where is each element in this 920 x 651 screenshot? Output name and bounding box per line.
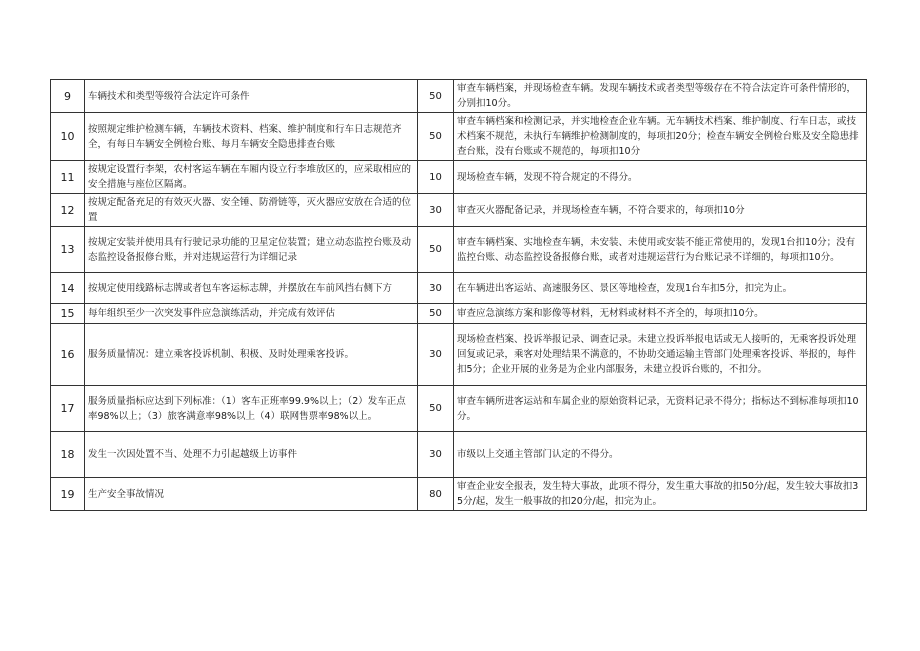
item-cell: 生产安全事故情况 <box>85 478 418 511</box>
row-number: 9 <box>51 80 85 113</box>
method-cell: 市级以上交通主管部门认定的不得分。 <box>454 432 867 478</box>
item-cell: 按规定安装并使用具有行驶记录功能的卫星定位装置；建立动态监控台账及动态监控设备报修台账，并对违规运营行为详细记录 <box>85 227 418 273</box>
score-cell: 80 <box>418 478 454 511</box>
row-number: 15 <box>51 304 85 324</box>
method-cell: 现场检查车辆，发现不符合规定的不得分。 <box>454 161 867 194</box>
score-cell: 50 <box>418 113 454 161</box>
item-cell: 服务质量指标应达到下列标准：（1）客车正班率99.9%以上；（2）发车正点率98%以上；（3）旅客满意率98%以上（4）联网售票率98%以上。 <box>85 386 418 432</box>
table-row <box>51 432 867 478</box>
table-row <box>51 304 867 324</box>
row-number: 16 <box>51 324 85 386</box>
method-cell: 审查企业安全报表，发生特大事故，此项不得分，发生重大事故的扣50分/起，发生较大事故扣35分/起，发生一般事故的扣20分/起，扣完为止。 <box>454 478 867 511</box>
table-row <box>51 80 867 113</box>
score-cell: 30 <box>418 324 454 386</box>
item-cell: 服务质量情况：建立乘客投诉机制、积极、及时处理乘客投诉。 <box>85 324 418 386</box>
method-cell: 审查应急演练方案和影像等材料，无材料或材料不齐全的，每项扣10分。 <box>454 304 867 324</box>
score-cell: 30 <box>418 194 454 227</box>
method-cell: 审查车辆所进客运站和车属企业的原始资料记录，无资料记录不得分；指标达不到标准每项扣10分。 <box>454 386 867 432</box>
item-cell: 按规定配备充足的有效灭火器、安全锤、防滑链等，灭火器应安放在合适的位置 <box>85 194 418 227</box>
method-cell: 审查灭火器配备记录，并现场检查车辆，不符合要求的，每项扣10分 <box>454 194 867 227</box>
table-row <box>51 273 867 304</box>
method-cell: 审查车辆档案，并现场检查车辆。发现车辆技术或者类型等级存在不符合法定许可条件情形的，分别扣10分。 <box>454 80 867 113</box>
row-number: 12 <box>51 194 85 227</box>
item-cell: 按规定设置行李架，农村客运车辆在车厢内设立行李堆放区的，应采取相应的安全措施与座位区隔离。 <box>85 161 418 194</box>
evaluation-table <box>50 79 867 511</box>
item-cell: 按照规定维护检测车辆，车辆技术资料、档案、维护制度和行车日志规范齐全，有每日车辆安全例检台账、每月车辆安全隐患排查台账 <box>85 113 418 161</box>
method-cell: 在车辆进出客运站、高速服务区、景区等地检查，发现1台车扣5分，扣完为止。 <box>454 273 867 304</box>
method-cell: 现场检查档案、投诉举报记录、调查记录。未建立投诉举报电话或无人接听的，无乘客投诉处理回复或记录，乘客对处理结果不满意的，不协助交通运输主管部门处理乘客投诉、举报的，每件扣5分；企业开展的业务是为企业内部服务，未建立投诉台账的，不扣分。 <box>454 324 867 386</box>
score-cell: 10 <box>418 161 454 194</box>
score-cell: 30 <box>418 432 454 478</box>
item-cell: 发生一次因处置不当、处理不力引起越级上访事件 <box>85 432 418 478</box>
row-number: 11 <box>51 161 85 194</box>
row-number: 10 <box>51 113 85 161</box>
score-cell: 30 <box>418 273 454 304</box>
table-row <box>51 324 867 386</box>
row-number: 18 <box>51 432 85 478</box>
score-cell: 50 <box>418 304 454 324</box>
score-cell: 50 <box>418 386 454 432</box>
item-cell: 每年组织至少一次突发事件应急演练活动，并完成有效评估 <box>85 304 418 324</box>
row-number: 17 <box>51 386 85 432</box>
score-cell: 50 <box>418 227 454 273</box>
method-cell: 审查车辆档案、实地检查车辆，未安装、未使用或安装不能正常使用的，发现1台扣10分；没有监控台账、动态监控设备报修台账，或者对违规运营行为台账记录不详细的，每项扣10分。 <box>454 227 867 273</box>
score-cell: 50 <box>418 80 454 113</box>
table-row <box>51 386 867 432</box>
table-row <box>51 227 867 273</box>
table-row <box>51 194 867 227</box>
item-cell: 按规定使用线路标志牌或者包车客运标志牌，并摆放在车前风挡右侧下方 <box>85 273 418 304</box>
table-row <box>51 113 867 161</box>
method-cell: 审查车辆档案和检测记录，并实地检查企业车辆。无车辆技术档案、维护制度、行车日志，或技术档案不规范，未执行车辆维护检测制度的，每项扣20分；检查车辆安全例检台账及安全隐患排查台账，没有台账或不规范的，每项扣10分 <box>454 113 867 161</box>
row-number: 13 <box>51 227 85 273</box>
row-number: 14 <box>51 273 85 304</box>
row-number: 19 <box>51 478 85 511</box>
item-cell: 车辆技术和类型等级符合法定许可条件 <box>85 80 418 113</box>
table-row <box>51 161 867 194</box>
table-row <box>51 478 867 511</box>
